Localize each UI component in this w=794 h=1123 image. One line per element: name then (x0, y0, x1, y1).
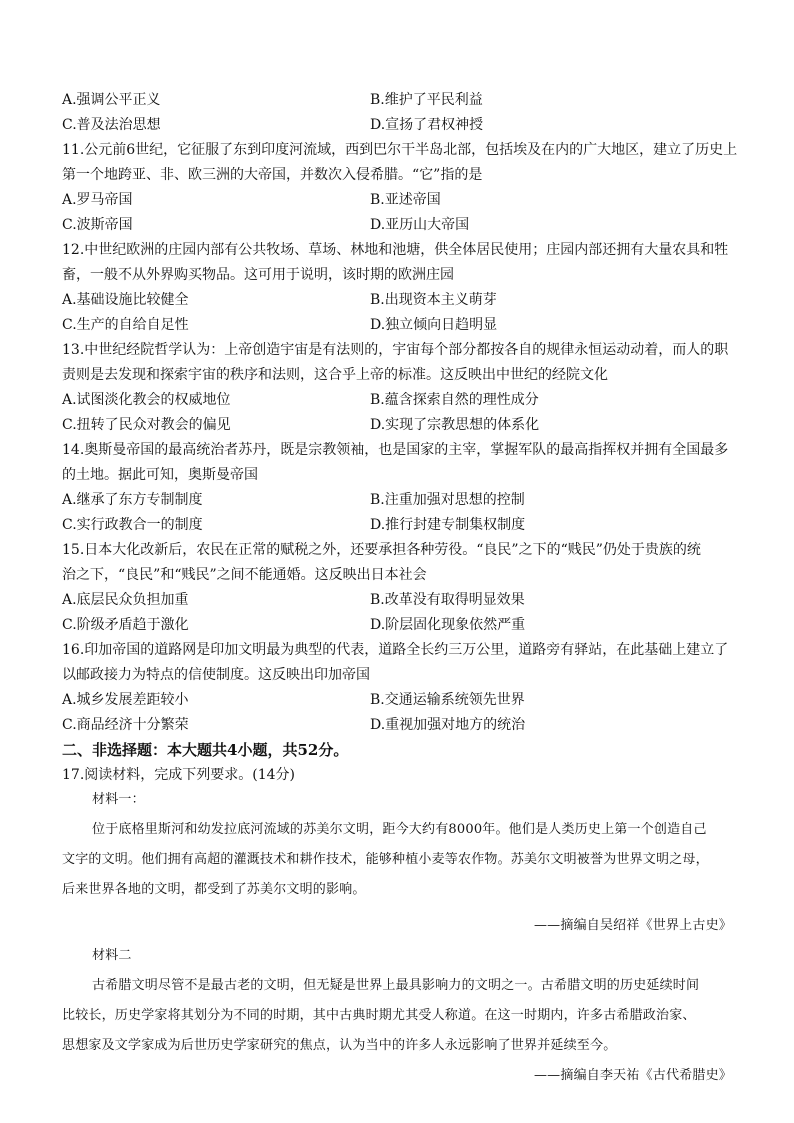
material-line: 思想家及文学家成为后世历史学家研究的焦点，认为当中的许多人永远影响了世界并延续至今。 (62, 1038, 617, 1053)
q10-option-d: D.宣扬了君权神授 (370, 117, 484, 133)
options-row (62, 213, 732, 238)
section-title: 二、非选择题：本大题共4小题，共52分。 (62, 741, 349, 759)
question-17-stem: 17.阅读材料，完成下列要求。(14分) (62, 767, 296, 783)
option-c: C.商品经济十分繁荣 (62, 717, 189, 733)
question-stem-line: 12.中世纪欧洲的庄园内部有公共牧场、草场、林地和池塘，供全体居民使用；庄园内部还拥有大量农具和牲 (62, 242, 729, 258)
option-c: C.扭转了民众对教会的偏见 (62, 417, 231, 433)
option-d: D.阶层固化现象依然严重 (370, 617, 526, 633)
options-row (62, 513, 732, 538)
q10-options-row-1 (62, 88, 732, 113)
options-row (62, 588, 732, 613)
option-c: C.阶级矛盾趋于激化 (62, 617, 189, 633)
material-line: 比较长，历史学家将其划分为不同的时期，其中古典时期尤其受人称道。在这一时期内，许多古希腊政治家、 (62, 1008, 696, 1023)
question-stem-line: 15.日本大化改新后，农民在正常的赋税之外，还要承担各种劳役。“良民”之下的“贱民”仍处于贵族的统 (62, 542, 701, 558)
option-b: B.出现资本主义萌芽 (370, 292, 497, 308)
option-a: A.城乡发展差距较小 (62, 692, 189, 708)
question-stem-line: 畜，一般不从外界购买物品。这可用于说明，该时期的欧洲庄园 (62, 267, 454, 283)
option-b: B.注重加强对思想的控制 (370, 492, 525, 508)
option-c: C.实行政教合一的制度 (62, 517, 203, 533)
material-label: 材料二 (92, 948, 132, 963)
option-a: A.继承了东方专制制度 (62, 492, 203, 508)
material-source: ——摘编自吴绍祥《世界上古史》 (533, 918, 732, 933)
exam-page (62, 88, 738, 1088)
options-row (62, 488, 732, 513)
options-row (62, 713, 732, 738)
material-line: 位于底格里斯河和幼发拉底河流域的苏美尔文明，距今大约有8000年。他们是人类历史上第一个创造自己 (92, 822, 707, 837)
option-d: D.独立倾向日趋明显 (370, 317, 498, 333)
options-row (62, 688, 732, 713)
options-row (62, 388, 732, 413)
option-c: C.生产的自给自足性 (62, 317, 189, 333)
option-d: D.重视加强对地方的统治 (370, 717, 526, 733)
question-stem-line: 以邮政接力为特点的信使制度。这反映出印加帝国 (62, 667, 370, 683)
option-a: A.底层民众负担加重 (62, 592, 189, 608)
options-row (62, 313, 732, 338)
option-d: D.实现了宗教思想的体系化 (370, 417, 540, 433)
question-stem-line: 第一个地跨亚、非、欧三洲的大帝国，并数次入侵希腊。“它”指的是 (62, 167, 483, 183)
option-d: D.推行封建专制集权制度 (370, 517, 526, 533)
question-stem-line: 责则是去发现和探索宇宙的秩序和法则，这合乎上帝的标准。这反映出中世纪的经院文化 (62, 367, 608, 383)
question-stem-line: 16.印加帝国的道路网是印加文明最为典型的代表，道路全长约三万公里，道路旁有驿站，在此基础上建立了 (62, 642, 729, 658)
question-stem-line: 13.中世纪经院哲学认为：上帝创造宇宙是有法则的，宇宙每个部分都按各自的规律永恒运动动着，而人的职 (62, 342, 729, 358)
option-b: B.交通运输系统领先世界 (370, 692, 525, 708)
material-line: 古希腊文明尽管不是最古老的文明，但无疑是世界上最具影响力的文明之一。古希腊文明的历史延续时间 (92, 978, 700, 993)
question-stem-line: 11.公元前6世纪，它征服了东到印度河流域，西到巴尔干半岛北部，包括埃及在内的广大地区，建立了历史上 (62, 142, 738, 158)
question-12 (62, 238, 732, 338)
material-line: 后来世界各地的文明，都受到了苏美尔文明的影响。 (62, 882, 366, 897)
option-b: B.蕴含探索自然的理性成分 (370, 392, 539, 408)
option-a: A.试图淡化教会的权威地位 (62, 392, 231, 408)
question-16 (62, 638, 732, 738)
option-a: A.罗马帝国 (62, 192, 133, 208)
q10-option-b: B.维护了平民利益 (370, 92, 483, 108)
spacer (62, 902, 732, 914)
options-row (62, 413, 732, 438)
options-row (62, 188, 732, 213)
q10-option-c: C.普及法治思想 (62, 117, 161, 133)
question-14 (62, 438, 732, 538)
option-d: D.亚历山大帝国 (370, 217, 470, 233)
option-a: A.基础设施比较健全 (62, 292, 189, 308)
q10-option-a: A.强调公平正义 (62, 92, 161, 108)
question-stem-line: 14.奥斯曼帝国的最高统治者苏丹，既是宗教领袖，也是国家的主宰，掌握军队的最高指挥权并拥有全国最多 (62, 442, 729, 458)
option-b: B.改革没有取得明显效果 (370, 592, 525, 608)
option-c: C.波斯帝国 (62, 217, 133, 233)
options-row (62, 613, 732, 638)
material-2 (62, 944, 732, 1088)
material-label: 材料一： (92, 792, 145, 807)
question-stem-line: 的土地。据此可知，奥斯曼帝国 (62, 467, 258, 483)
question-11 (62, 138, 738, 238)
options-row (62, 288, 732, 313)
question-stem-line: 治之下，“良民”和“贱民”之间不能通婚。这反映出日本社会 (62, 567, 427, 583)
question-15 (62, 538, 732, 638)
question-13 (62, 338, 732, 438)
option-b: B.亚述帝国 (370, 192, 441, 208)
material-line: 文字的文明。他们拥有高超的灌溉技术和耕作技术，能够种植小麦等农作物。苏美尔文明被誉为世界文明之母， (62, 852, 709, 867)
q10-options-row-2 (62, 113, 732, 138)
material-source: ——摘编自李天祐《古代希腊史》 (533, 1068, 732, 1083)
material-1 (62, 788, 732, 938)
